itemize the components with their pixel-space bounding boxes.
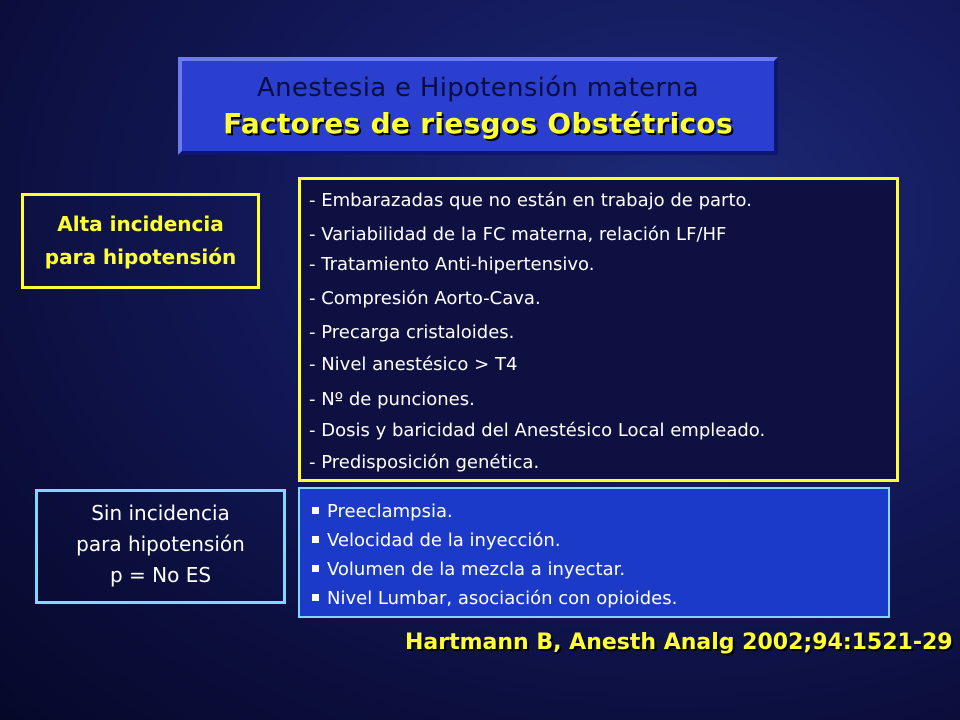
high-incidence-label-box	[21, 193, 260, 289]
list-item-text: Preeclampsia.	[327, 501, 453, 522]
square-bullet-icon	[312, 507, 319, 514]
high-incidence-label-line2: para hipotensión	[44, 245, 237, 269]
list-item: - Nivel anestésico > T4	[309, 354, 518, 375]
citation: Hartmann B, Anesth Analg 2002;94:1521-29	[405, 630, 953, 655]
title-subtitle: Factores de riesgos Obstétricos	[223, 107, 733, 140]
list-item-text: Volumen de la mezcla a inyectar.	[327, 559, 626, 580]
no-incidence-label-line1: Sin incidencia	[91, 501, 230, 525]
list-item: - Predisposición genética.	[309, 452, 540, 473]
list-item	[300, 584, 888, 613]
list-item: - Tratamiento Anti-hipertensivo.	[309, 254, 595, 275]
no-incidence-factors-list	[298, 487, 890, 618]
list-item-text: Nivel Lumbar, asociación con opioides.	[327, 588, 678, 609]
list-item: - Compresión Aorto-Cava.	[309, 288, 541, 309]
square-bullet-icon	[312, 594, 319, 601]
title-banner	[178, 57, 778, 155]
title-main: Anestesia e Hipotensión materna	[257, 73, 699, 103]
square-bullet-icon	[312, 536, 319, 543]
list-item: - Precarga cristaloides.	[309, 322, 515, 343]
list-item	[300, 555, 888, 584]
square-bullet-icon	[312, 565, 319, 572]
list-item	[300, 526, 888, 555]
list-item: - Nº de punciones.	[309, 389, 475, 410]
list-item: - Variabilidad de la FC materna, relación LF/HF	[309, 224, 727, 245]
no-incidence-label-box	[35, 489, 286, 604]
list-item: - Dosis y baricidad del Anestésico Local empleado.	[309, 420, 766, 441]
list-item	[300, 497, 888, 526]
high-incidence-factors-list	[298, 177, 899, 482]
no-incidence-label-line2: para hipotensión	[76, 532, 245, 556]
no-incidence-label-line3: p = No ES	[109, 563, 212, 587]
list-item-text: Velocidad de la inyección.	[327, 530, 561, 551]
high-incidence-label-line1: Alta incidencia	[57, 212, 224, 236]
list-item: - Embarazadas que no están en trabajo de parto.	[309, 190, 752, 211]
